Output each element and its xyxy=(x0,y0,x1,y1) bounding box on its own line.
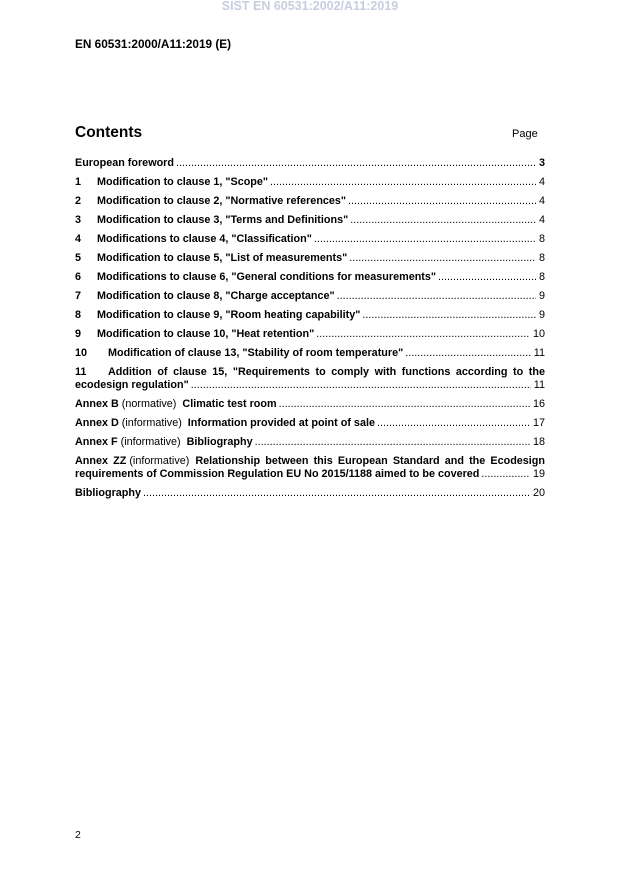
toc-entry xyxy=(75,436,545,449)
entry-title: Climatic test room xyxy=(182,398,277,410)
toc-entry xyxy=(75,271,545,284)
toc-entry-line xyxy=(75,252,545,265)
page-number: 11 xyxy=(533,379,545,391)
toc-entry-line xyxy=(75,398,545,411)
toc-entry xyxy=(75,455,545,481)
entry-title: Modification to clause 5, "List of measurements" xyxy=(97,252,348,264)
document-id-header: EN 60531:2000/A11:2019 (E) xyxy=(75,37,232,51)
page-number: 8 xyxy=(538,233,545,245)
page-number: 10 xyxy=(532,328,545,340)
dot-leader xyxy=(350,214,536,227)
table-of-contents xyxy=(75,157,545,506)
toc-entry xyxy=(75,398,545,411)
clause-number: 8 xyxy=(75,309,82,321)
clause-number: 6 xyxy=(75,271,82,283)
clause-number: 10 xyxy=(75,347,88,359)
toc-entry xyxy=(75,252,545,265)
toc-entry-line xyxy=(75,347,545,360)
page-number: 8 xyxy=(538,252,545,264)
toc-entry-line xyxy=(75,436,545,449)
page-number: 11 xyxy=(533,347,545,359)
toc-entry xyxy=(75,290,545,303)
dot-leader xyxy=(377,417,530,430)
toc-entry xyxy=(75,309,545,322)
entry-title: Modification of clause 13, "Stability of room temperature" xyxy=(108,347,404,359)
dot-leader xyxy=(314,233,536,246)
page-column-label: Page xyxy=(512,128,538,140)
entry-title: Bibliography xyxy=(186,436,253,448)
toc-entry-first-line xyxy=(75,366,545,379)
toc-entry xyxy=(75,347,545,360)
annex-qualifier: (informative) xyxy=(120,436,181,448)
toc-entry-line xyxy=(75,271,545,284)
dot-leader xyxy=(255,436,530,449)
dot-leader xyxy=(270,176,536,189)
annex-label: Annex ZZ xyxy=(75,455,127,467)
toc-entry xyxy=(75,417,545,430)
entry-title: Information provided at point of sale xyxy=(187,417,375,429)
page-number: 16 xyxy=(532,398,545,410)
dot-leader xyxy=(191,379,531,392)
toc-entry-line xyxy=(75,195,545,208)
page-number: 18 xyxy=(532,436,545,448)
annex-label: Annex D xyxy=(75,417,119,429)
toc-entry-line xyxy=(75,157,545,170)
clause-number: 1 xyxy=(75,176,82,188)
dot-leader xyxy=(279,398,530,411)
page-number: 3 xyxy=(538,157,545,169)
page-number: 9 xyxy=(538,290,545,302)
entry-title-line-1: Addition of clause 15, "Requirements to comply with functions according to the xyxy=(108,366,545,378)
watermark: SIST EN 60531:2002/A11:2019 xyxy=(221,0,399,13)
page-number: 19 xyxy=(532,468,545,480)
page-number: 17 xyxy=(532,417,545,429)
page-number: 9 xyxy=(538,309,545,321)
dot-leader xyxy=(348,195,536,208)
toc-entry xyxy=(75,487,545,500)
toc-entry-line xyxy=(75,309,545,322)
dot-leader xyxy=(316,328,530,341)
clause-number: 5 xyxy=(75,252,82,264)
clause-number: 7 xyxy=(75,290,82,302)
toc-entry-line xyxy=(75,176,545,189)
toc-entry-second-line xyxy=(75,379,545,392)
annex-qualifier: (informative) xyxy=(129,455,190,467)
entry-title: Modification to clause 10, "Heat retention" xyxy=(97,328,315,340)
toc-entry xyxy=(75,176,545,189)
toc-entry xyxy=(75,157,545,170)
toc-entry-line xyxy=(75,328,545,341)
entry-title-line-2: requirements of Commission Regulation EU No 2015/1188 aimed to be covered xyxy=(75,468,480,480)
annex-qualifier: (normative) xyxy=(121,398,177,410)
dot-leader xyxy=(349,252,536,265)
page-number: 20 xyxy=(532,487,545,499)
dot-leader xyxy=(362,309,536,322)
page-number: 4 xyxy=(538,214,545,226)
entry-title: Modification to clause 8, "Charge acceptance" xyxy=(97,290,335,302)
clause-number: 9 xyxy=(75,328,82,340)
dot-leader xyxy=(337,290,536,303)
entry-title: Modification to clause 1, "Scope" xyxy=(97,176,269,188)
page-number: 8 xyxy=(538,271,545,283)
dot-leader xyxy=(438,271,536,284)
toc-entry-line xyxy=(75,290,545,303)
dot-leader xyxy=(176,157,536,170)
entry-title-line-2: ecodesign regulation" xyxy=(75,379,189,391)
toc-entry-line xyxy=(75,233,545,246)
entry-title-line-1: Relationship between this European Standard and the Ecodesign xyxy=(195,455,545,467)
clause-number: 2 xyxy=(75,195,82,207)
toc-entry xyxy=(75,233,545,246)
annex-label: Annex B xyxy=(75,398,119,410)
page-number: 4 xyxy=(538,195,545,207)
page-number: 4 xyxy=(538,176,545,188)
toc-entry xyxy=(75,214,545,227)
dot-leader xyxy=(405,347,531,360)
toc-entry-second-line xyxy=(75,468,545,481)
dot-leader xyxy=(481,468,530,481)
entry-title: Modification to clause 2, "Normative references" xyxy=(97,195,347,207)
toc-entry-line xyxy=(75,487,545,500)
clause-number: 4 xyxy=(75,233,82,245)
entry-title: Modification to clause 9, "Room heating capability" xyxy=(97,309,361,321)
toc-entry xyxy=(75,328,545,341)
clause-number: 11 xyxy=(75,366,87,378)
toc-entry-first-line xyxy=(75,455,545,468)
entry-title: Modifications to clause 4, "Classification" xyxy=(97,233,312,245)
footer-page-number: 2 xyxy=(75,829,81,841)
toc-entry xyxy=(75,366,545,392)
contents-heading: Contents xyxy=(75,124,143,141)
entry-title: European foreword xyxy=(75,157,174,169)
annex-qualifier: (informative) xyxy=(121,417,182,429)
toc-entry-line xyxy=(75,417,545,430)
toc-entry xyxy=(75,195,545,208)
entry-title: Bibliography xyxy=(75,487,141,499)
entry-title: Modification to clause 3, "Terms and Definitions" xyxy=(97,214,349,226)
entry-title: Modifications to clause 6, "General conditions for measurements" xyxy=(97,271,437,283)
clause-number: 3 xyxy=(75,214,82,226)
dot-leader xyxy=(143,487,530,500)
annex-label: Annex F xyxy=(75,436,118,448)
toc-entry-line xyxy=(75,214,545,227)
